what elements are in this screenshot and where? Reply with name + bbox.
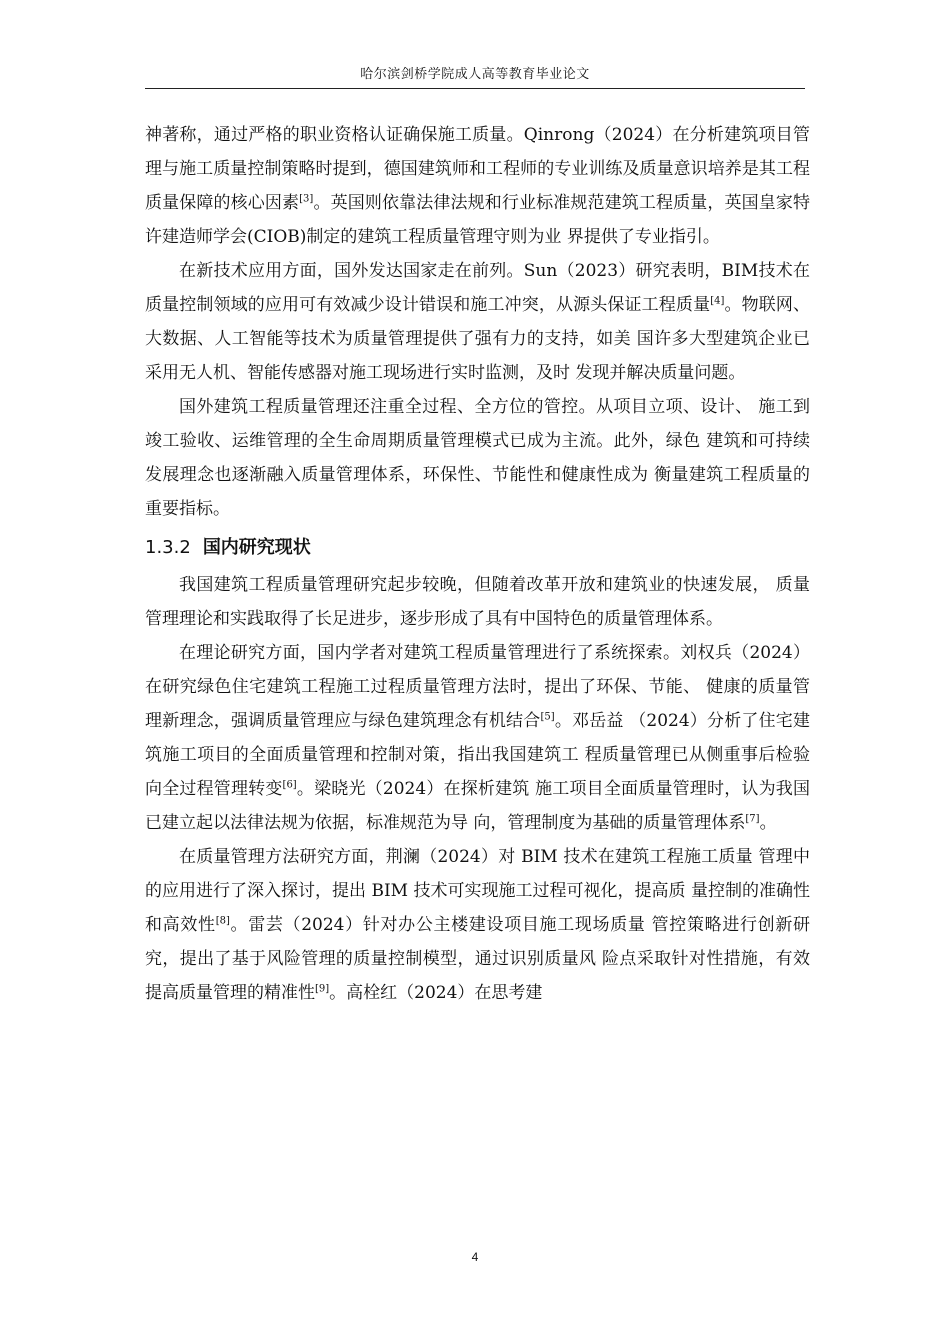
paragraph-3	[145, 390, 810, 526]
paragraph-2	[145, 254, 810, 390]
running-header: 哈尔滨剑桥学院成人高等教育毕业论文	[360, 67, 590, 82]
paragraph-6	[145, 840, 810, 1010]
paragraph-1-text-a: 神著称，通过严格的职业资格认证确保施工质量。Qinrong（2024）在分析建筑项目管理与施工质量控制策略时提到，德国建筑师和工程师的专业训练及质量意识培养是其工程质量保障的核心因素	[145, 125, 810, 213]
citation-7: [7]	[745, 813, 760, 825]
citation-9: [9]	[315, 983, 330, 995]
body-text	[145, 118, 810, 1010]
paragraph-6-text-b: 。雷芸（2024）针对办公主楼建设项目施工现场质量 管控策略进行创新研究，提出了基于风险管理的质量控制模型，通过识别质量风 险点采取针对性措施，有效提高质量管理的精准性	[145, 915, 810, 1003]
paragraph-5-text-a: 在理论研究方面，国内学者对建筑工程质量管理进行了系统探索。刘权兵（2024）在研究绿色住宅建筑工程施工过程质量管理方法时，提出了环保、节能、 健康的质量管理新理念，强调质量管理应与绿色建筑理念有机结合	[145, 643, 810, 731]
header-rule	[145, 88, 805, 89]
paragraph-2-text-b: 。物联网、大数据、人工智能等技术为质量管理提供了强有力的支持，如美 国许多大型建筑企业已采用无人机、智能传感器对施工现场进行实时监测，及时 发现并解决质量问题。	[145, 295, 811, 383]
paragraph-5-text-d: 。	[759, 813, 777, 833]
paragraph-5-text-b: 。邓岳益 （2024）分析了住宅建筑施工项目的全面质量管理和控制对策，指出我国建筑工 程质量管理已从侧重事后检验向全过程管理转变	[145, 711, 810, 799]
section-title: 国内研究现状	[202, 537, 311, 558]
citation-4: [4]	[710, 295, 725, 307]
paragraph-1-text-b: 。英国则依靠法律法规和行业标准规范建筑工程质量，英国皇家特许建造师学会(CIOB)制定的建筑工程质量管理守则为业 界提供了专业指引。	[145, 193, 811, 247]
paragraph-6-text-a: 在质量管理方法研究方面，荆澜（2024）对 BIM 技术在建筑工程施工质量 管理中的应用进行了深入探讨，提出 BIM 技术可实现施工过程可视化，提高质 量控制的准确性和高效性	[145, 847, 810, 935]
citation-5: [5]	[540, 711, 555, 723]
citation-6: [6]	[282, 779, 297, 791]
paragraph-2-text-a: 在新技术应用方面，国外发达国家走在前列。Sun（2023）研究表明，BIM技术在质量控制领域的应用可有效减少设计错误和施工冲突，从源头保证工程质量	[145, 261, 810, 315]
section-number: 1.3.2	[145, 537, 191, 558]
paragraph-6-text-c: 。高栓红（2024）在思考建	[329, 983, 543, 1003]
paragraph-5-text-c: 。梁晓光（2024）在探析建筑 施工项目全面质量管理时，认为我国已建立起以法律法规为依据，标准规范为导 向，管理制度为基础的质量管理体系	[145, 779, 810, 833]
paragraph-4	[145, 568, 810, 636]
citation-3: [3]	[299, 193, 314, 205]
page-number: 4	[471, 1250, 479, 1264]
citation-8: [8]	[215, 915, 230, 927]
paragraph-5	[145, 636, 810, 840]
paragraph-4-text: 我国建筑工程质量管理研究起步较晚，但随着改革开放和建筑业的快速发展， 质量管理理论和实践取得了长足进步，逐步形成了具有中国特色的质量管理体系。	[145, 575, 810, 629]
paragraph-3-text: 国外建筑工程质量管理还注重全过程、全方位的管控。从项目立项、设计、 施工到竣工验收、运维管理的全生命周期质量管理模式已成为主流。此外，绿色 建筑和可持续发展理念也逐渐融入质量管理体系，环保性、节能性和健康性成为 衡量建筑工程质量的重要指标。	[145, 397, 810, 519]
section-heading	[145, 530, 810, 566]
paragraph-1	[145, 118, 810, 254]
